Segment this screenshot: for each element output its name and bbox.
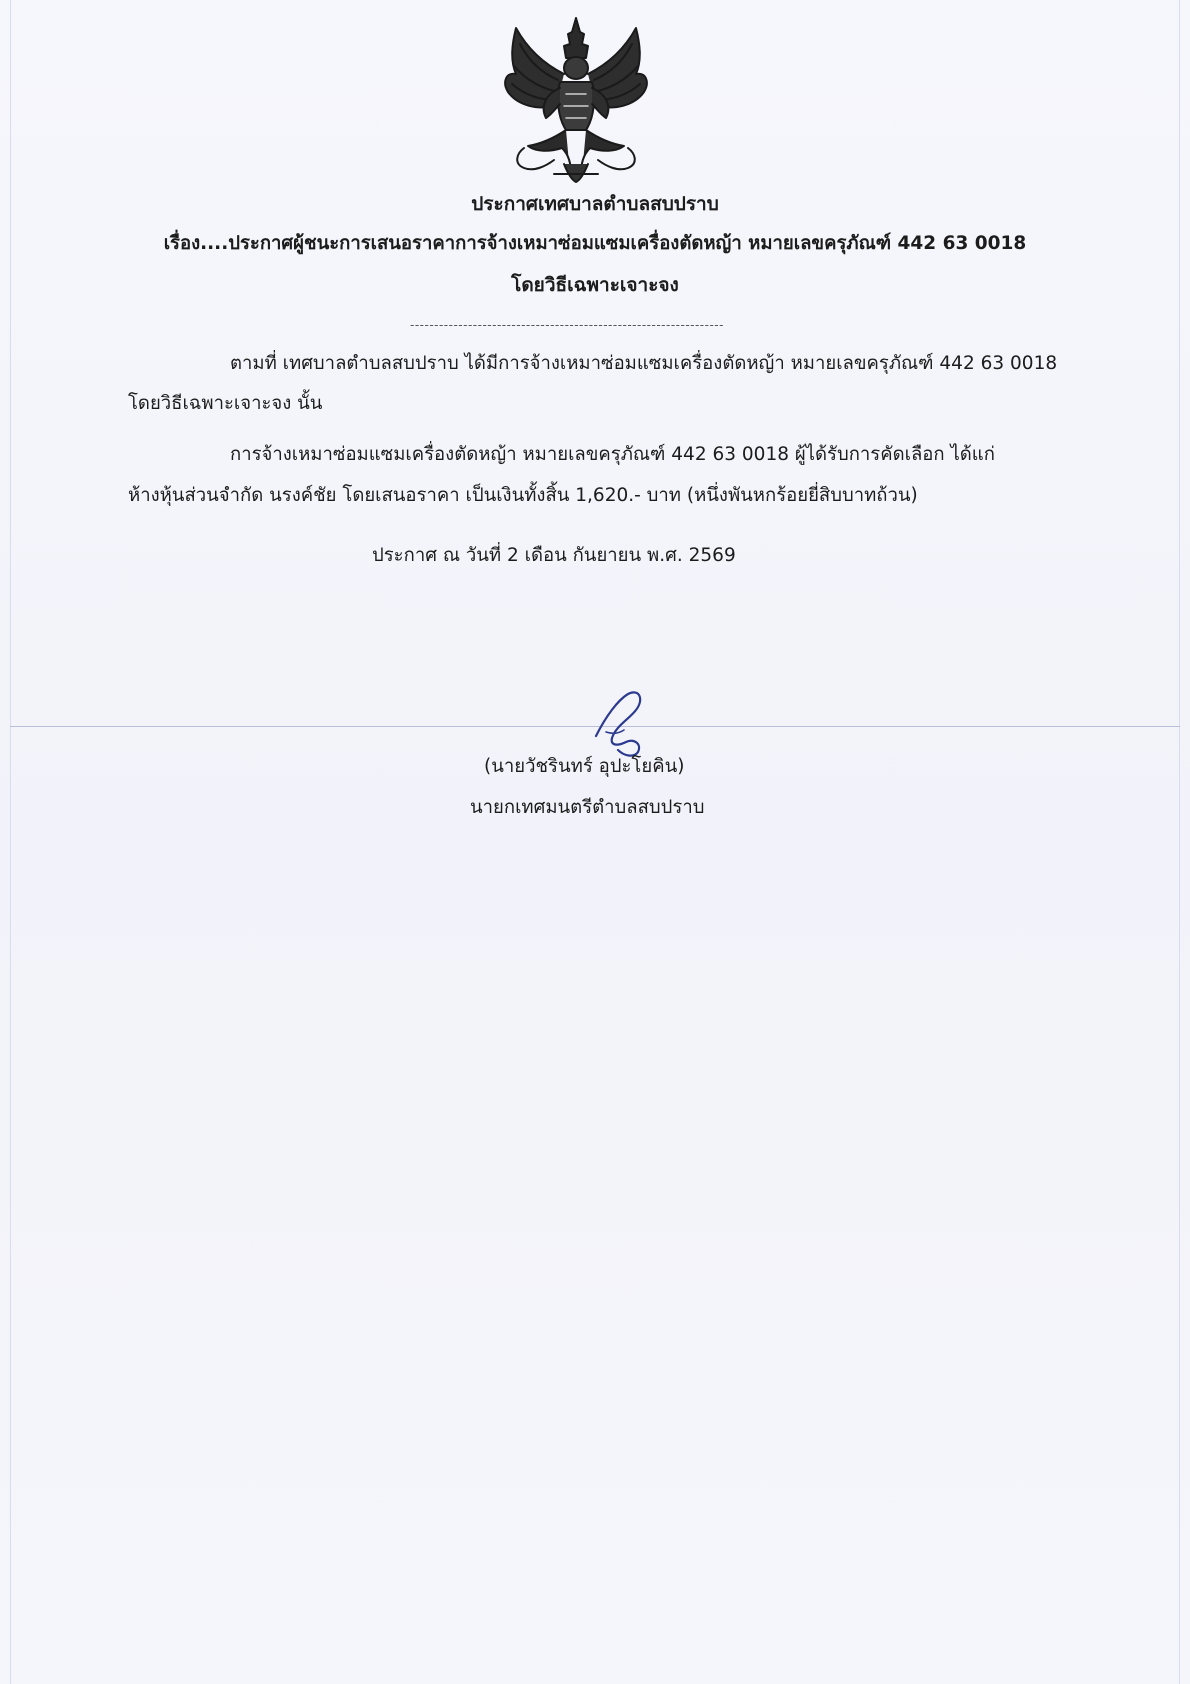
signatory-position: นายกเทศมนตรีตำบลสบปราบ: [470, 797, 705, 818]
document-subject: เรื่อง....ประกาศผู้ชนะการเสนอราคาการจ้างเหมาซ่อมแซมเครื่องตัดหญ้า หมายเลขครุภัณฑ์ 442 63 0018: [163, 233, 1027, 254]
garuda-emblem-icon: [494, 14, 658, 186]
document-title: ประกาศเทศบาลตำบลสบปราบ: [471, 193, 719, 215]
paragraph-1-line-1: ตามที่ เทศบาลตำบลสบปราบ ได้มีการจ้างเหมาซ่อมแซมเครื่องตัดหญ้า หมายเลขครุภัณฑ์ 442 63 0018: [230, 353, 1058, 374]
procurement-method: โดยวิธีเฉพาะเจาะจง: [511, 274, 679, 296]
header-divider: -----------------------------------------------------------------: [410, 318, 724, 332]
paragraph-2-line-1: การจ้างเหมาซ่อมแซมเครื่องตัดหญ้า หมายเลขครุภัณฑ์ 442 63 0018 ผู้ได้รับการคัดเลือก ได้แก่: [230, 444, 995, 465]
paragraph-1-line-2: โดยวิธีเฉพาะเจาะจง นั้น: [128, 393, 323, 414]
announcement-date: ประกาศ ณ วันที่ 2 เดือน กันยายน พ.ศ. 2569: [372, 545, 736, 566]
signature-icon: [588, 686, 658, 758]
signatory-name: (นายวัชรินทร์ อุปะโยคิน): [484, 756, 685, 777]
paragraph-2-line-2: ห้างหุ้นส่วนจำกัด นรงค์ชัย โดยเสนอราคา เป็นเงินทั้งสิ้น 1,620.- บาท (หนึ่งพันหกร้อยยี่สิบบาทถ้วน): [128, 485, 918, 506]
